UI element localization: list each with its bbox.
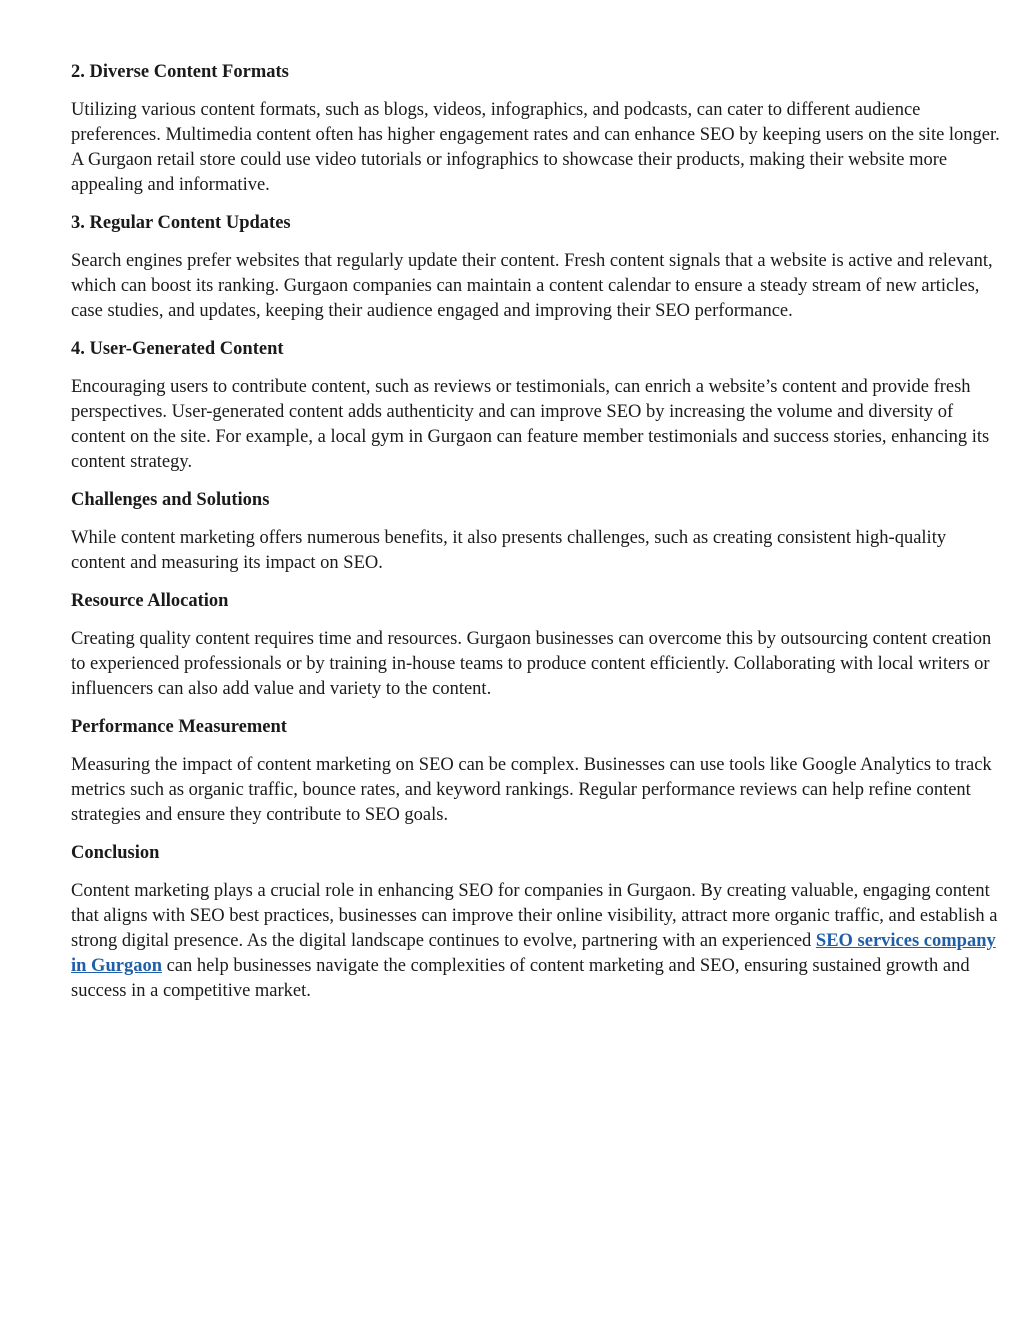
section-conclusion: [71, 841, 1001, 1004]
section-paragraph: Measuring the impact of content marketing on SEO can be complex. Businesses can use tools like Google Analytics to track metrics such as organic traffic, bounce rates, and keyword rankings. Regular performance reviews can help refine content strategies and ensure they contribute to SEO goals.: [71, 755, 992, 825]
conclusion-paragraph: [71, 879, 1001, 1004]
conclusion-heading: Conclusion: [71, 843, 160, 863]
section-regular-content-updates: [71, 211, 1001, 324]
conclusion-text-before-link: Content marketing plays a crucial role in enhancing SEO for companies in Gurgaon. By creating valuable, engaging content that aligns with SEO best practices, businesses can improve their online visibility, attract more organic traffic, and establish a strong digital presence. As the digital landscape continues to evolve, partnering with an experienced: [71, 881, 998, 951]
section-heading: 4. User-Generated Content: [71, 339, 284, 359]
conclusion-text-after-link: can help businesses navigate the complexities of content marketing and SEO, ensuring sustained growth and success in a competitive market.: [71, 956, 970, 1001]
section-paragraph: Creating quality content requires time and resources. Gurgaon businesses can overcome this by outsourcing content creation to experienced professionals or by training in-house teams to produce content efficiently. Collaborating with local writers or influencers can also add value and variety to the content.: [71, 629, 992, 699]
document-page: [71, 60, 1001, 1017]
section-heading: Performance Measurement: [71, 717, 287, 737]
section-paragraph: Search engines prefer websites that regularly update their content. Fresh content signals that a website is active and relevant, which can boost its ranking. Gurgaon companies can maintain a content calendar to ensure a steady stream of new articles, case studies, and updates, keeping their audience engaged and improving their SEO performance.: [71, 251, 993, 321]
section-diverse-content-formats: [71, 60, 1001, 198]
section-performance-measurement: [71, 715, 1001, 828]
section-challenges-and-solutions: [71, 488, 1001, 576]
section-heading: Resource Allocation: [71, 591, 229, 611]
section-heading: Challenges and Solutions: [71, 490, 270, 510]
seo-services-link[interactable]: SEO services company in Gurgaon: [71, 931, 996, 976]
section-heading: 3. Regular Content Updates: [71, 213, 291, 233]
section-resource-allocation: [71, 589, 1001, 702]
section-heading: 2. Diverse Content Formats: [71, 62, 289, 82]
section-paragraph: While content marketing offers numerous benefits, it also presents challenges, such as creating consistent high-quality content and measuring its impact on SEO.: [71, 528, 947, 573]
section-user-generated-content: [71, 337, 1001, 475]
section-paragraph: Encouraging users to contribute content, such as reviews or testimonials, can enrich a website’s content and provide fresh perspectives. User-generated content adds authenticity and can improve SEO by increasing the volume and diversity of content on the site. For example, a local gym in Gurgaon can feature member testimonials and success stories, enhancing its content strategy.: [71, 377, 990, 472]
section-paragraph: Utilizing various content formats, such as blogs, videos, infographics, and podcasts, can cater to different audience preferences. Multimedia content often has higher engagement rates and can enhance SEO by keeping users on the site longer. A Gurgaon retail store could use video tutorials or infographics to showcase their products, making their website more appealing and informative.: [71, 100, 1000, 195]
